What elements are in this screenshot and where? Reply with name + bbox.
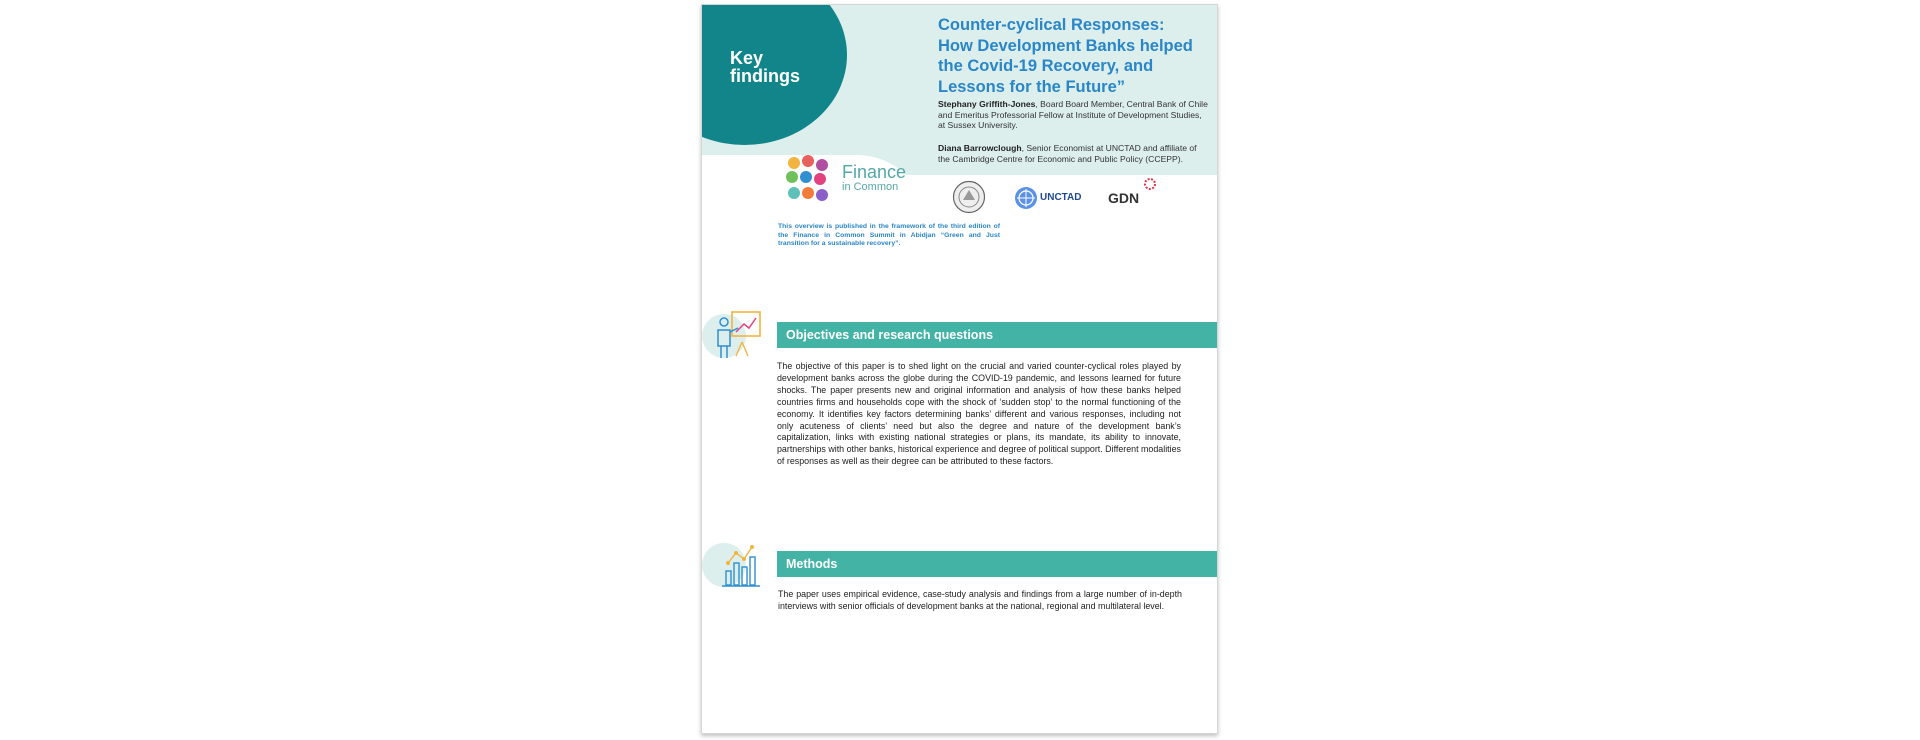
section-heading-objectives: Objectives and research questions [777,322,1217,348]
finance-logo-text: Finance [842,162,907,182]
document-title: Counter-cyclical Responses: How Development Banks helped the Covid-19 Recovery, and Lessons for the Future” [938,16,1193,96]
document-page [701,4,1218,734]
author-2: Diana Barrowclough, Senior Economist at UNCTAD and affiliate of the Cambridge Centre for Economic and Public Policy (CCEPP). [938,143,1197,164]
central-bank-seal-icon [952,180,986,214]
author-1: Stephany Griffith-Jones, Board Board Member, Central Bank of Chile and Emeritus Professorial Fellow at Institute of Development Studies, at Sussex University. [938,99,1208,130]
section-body-methods: The paper uses empirical evidence, case-study analysis and findings from a large number of in-depth interviews with senior officials of development banks at the national, regional and multilateral level. [778,589,1182,611]
gdn-logo-text: GDN [1108,190,1140,206]
finance-in-common-logo-icon [786,155,834,205]
presentation-icon [702,308,772,366]
bar-chart-icon [702,537,772,595]
gdn-star-icon [1143,177,1157,191]
section-heading-methods: Methods [777,551,1217,577]
unctad-logo-text: UNCTAD [1040,192,1082,203]
finance-logo-subtext: in Common [842,181,899,193]
key-findings-label: Key findings [730,48,800,86]
section-body-objectives: The objective of this paper is to shed light on the crucial and varied counter-cyclical roles played by development banks across the globe during the COVID-19 pandemic, and lessons learned for future shocks. The paper presents new and original information and analysis of how these banks helped countries firms and households cope with the shock of ‘sudden stop’ to the normal functioning of the economy. It identifies key factors determining banks’ different and various responses, including not only acuteness of clients’ need but also the degree and nature of the development bank’s capitalization, links with existing national strategies or plans, its mandate, its ability to innovate, partnerships with other banks, historical experience and degree of political support. Different modalities of responses as well as their degree can be attributed to these factors. [777,361,1181,467]
un-emblem-icon [1013,185,1039,211]
publication-note: This overview is published in the framework of the third edition of the Finance in Common Summit in Abidjan “Green and Just transition for a sustainable recovery”. [778,223,1000,247]
